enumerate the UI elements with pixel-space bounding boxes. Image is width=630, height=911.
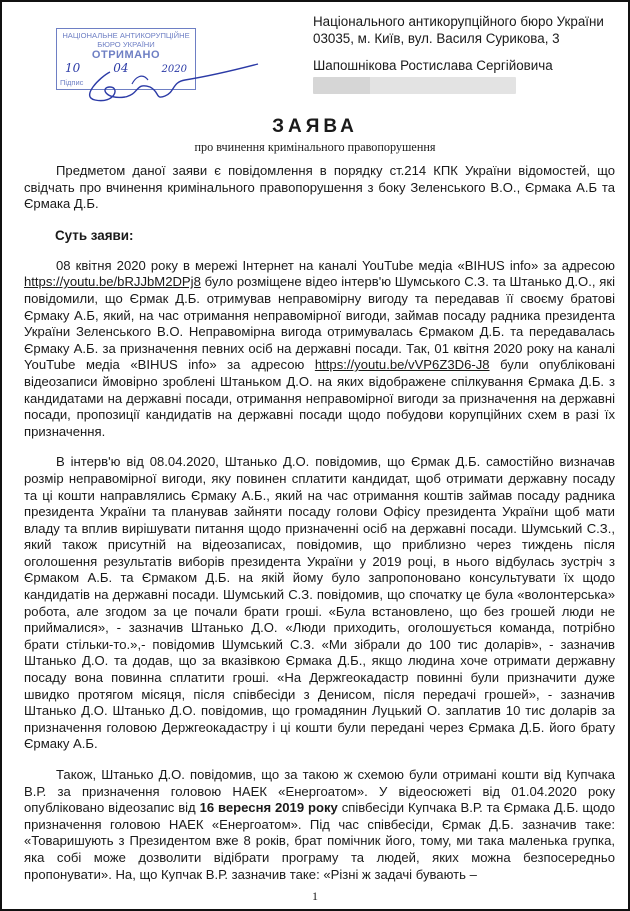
page-number: 1 (312, 889, 318, 904)
stamp-year: 2020 (161, 64, 187, 75)
received-stamp (56, 28, 196, 90)
paragraph-2-text: В інтерв'ю від 08.04.2020, Штанько Д.О. повідомив, що Єрмак Д.Б. самостійно визначав розмір неправомірної вигоди, яку повинен сплатити кандидат, щоб отримати державну посаду та ці кошти направлялись Єрмаку А.Б., який на час отримання коштів займав посаду радника президента України та планував зайняти посаду голови Офісу президента України щоб мати владу та вплив вирішувати питання щодо призначенні осіб на державні посади. Шумський С.З., який також присутній на відеозаписах, повідомив, що приблизно через тиждень після оголошення результатів виборів президента України у 2019 році, в нього відбулась зустріч з Єрмаком А.Б. та Єрмаком Д.Б. на якій йому було запропоновано консультувати їх щодо кандидатів на державні посади. Шумський С.З. повідомив, що спочатку це була «волонтерська» робота, але згодом за це почали брати гроші. «Була встановлено, що без грошей люди не приймалися», - зазначив Штанько Д.О. «Люди приходить, оголошується команда, потрібно брати стільки-то.»,- повідомив Шумський С.З. «Ми зібрали до 100 тис доларів», - зазначив Штанько Д.О. та додав, що за вказівкою Єрмака Д.Б., якщо людина хоче отримати державну посаду вона повинна сплатити гроші. «На Держгеокадастр повинні були призначити дуже швидко протягом місяця, після співбесіди з Денисом, після передачі грошей», - зазначив Штанько Д.О. Штанько Д.О. повідомив, що громадянин Луцький О. заплатив 10 тис доларів за призначення головою Держгеокадастру і ці кошти були передані через Єрмака Д.Б. його брату Єрмаку А.Б. (24, 454, 615, 752)
paragraph-3-part1: Також, Штанько Д.О. повідомив, що за такою ж схемою були отримані кошти від Купчака В.Р. за призначення головою НАЕК «Енергоатом». У відеосюжеті від 01.04.2020 року опубліковано відеозапис від (24, 767, 615, 816)
document-title: ЗАЯВА (272, 116, 358, 137)
paragraph-1-part3: були опубліковані відеозаписи ймовірно зроблені Штаньком Д.О. на яких відображене спілкування Єрмака Д.Б. з кандидатами на державні посади, отримання неправомірної вигоди за призначення на державні посади, пропозиції кандидатів на державні посади щодо побудови корупційних схем в разі їх призначення. (24, 357, 615, 439)
paragraph-1-part1: 08 квітня 2020 року в мережі Інтернет на каналі YouTube медіа «BIHUS info» за адресою (56, 257, 615, 273)
paragraph-2 (24, 454, 615, 753)
paragraph-3-date: 16 вересня 2019 року (199, 800, 338, 816)
addressee-address: 03035, м. Київ, вул. Василя Сурикова, 3 (313, 31, 560, 46)
document-subtitle: про вчинення кримінального правопорушення (194, 140, 436, 154)
stamp-org-line2: БЮРО УКРАЇНИ (97, 40, 155, 49)
stamp-month: 04 (113, 61, 129, 75)
addressee-org: Національного антикорупційного бюро України (313, 14, 604, 29)
stamp-org-line1: НАЦІОНАЛЬНЕ АНТИКОРУПЦІЙНЕ (62, 31, 190, 40)
stamp-day: 10 (65, 61, 81, 75)
youtube-link-1[interactable]: https://youtu.be/bRJJbM2DPj8 (24, 274, 201, 290)
paragraph-1-part2: було розміщене відео інтерв'ю Шумського С.З. та Штанько Д.О., які повідомили, що Єрмак Д.Б. отримував неправомірну вигоду та передавав її своєму братові Єрмаку А.Б, який, на час отримання неправомірної вигоди, займав посаду радника президента України Зеленського В.О. Неправомірна вигода отримувалась Єрмаком Д.Б. та передавалась Єрмаку А.Б. за призначення певних осіб на державні посади. Так, 01 квітня 2020 року на каналі YouTube медіа «BIHUS info» за адресою (24, 274, 615, 373)
redacted-address (313, 77, 516, 94)
intro-paragraph (24, 163, 615, 213)
stamp-received: ОТРИМАНО (91, 49, 161, 61)
addressee-block (313, 13, 618, 94)
intro-text: Предметом даної заяви є повідомлення в порядку ст.214 КПК України відомостей, що свідчать про вчинення кримінального правопорушення з боку Зеленського В.О., Єрмака А.Б та Єрмака Д.Б. (24, 163, 615, 212)
youtube-link-2[interactable]: https://youtu.be/vVP6Z3D6-J8 (314, 357, 490, 373)
stamp-date (57, 62, 195, 76)
stamp-signature-label: Підпис (60, 78, 84, 87)
sender-name: Шапошнікова Ростислава Сергійовича (313, 58, 553, 73)
paragraph-3 (24, 767, 615, 883)
document-body (0, 163, 630, 883)
document-header (0, 0, 630, 112)
paragraph-1 (24, 258, 615, 441)
section-heading: Суть заяви: (55, 227, 134, 243)
paragraph-3-part2: співбесіди Купчака В.Р. та Єрмака Д.Б. щодо призначення головою НАЕК «Енергоатом». Під час співбесіди, Єрмак Д.Б. зазначив таке: «Товаришують з Президентом вже 8 років, брат помічник його, тому, ми така маленька групка, яка собі може дозволити відібрати програму та людей, яких можна безпосередньо пропонувати». На, що Купчак В.Р. зазначив таке: «Різні ж задачі бувають – (24, 800, 615, 882)
